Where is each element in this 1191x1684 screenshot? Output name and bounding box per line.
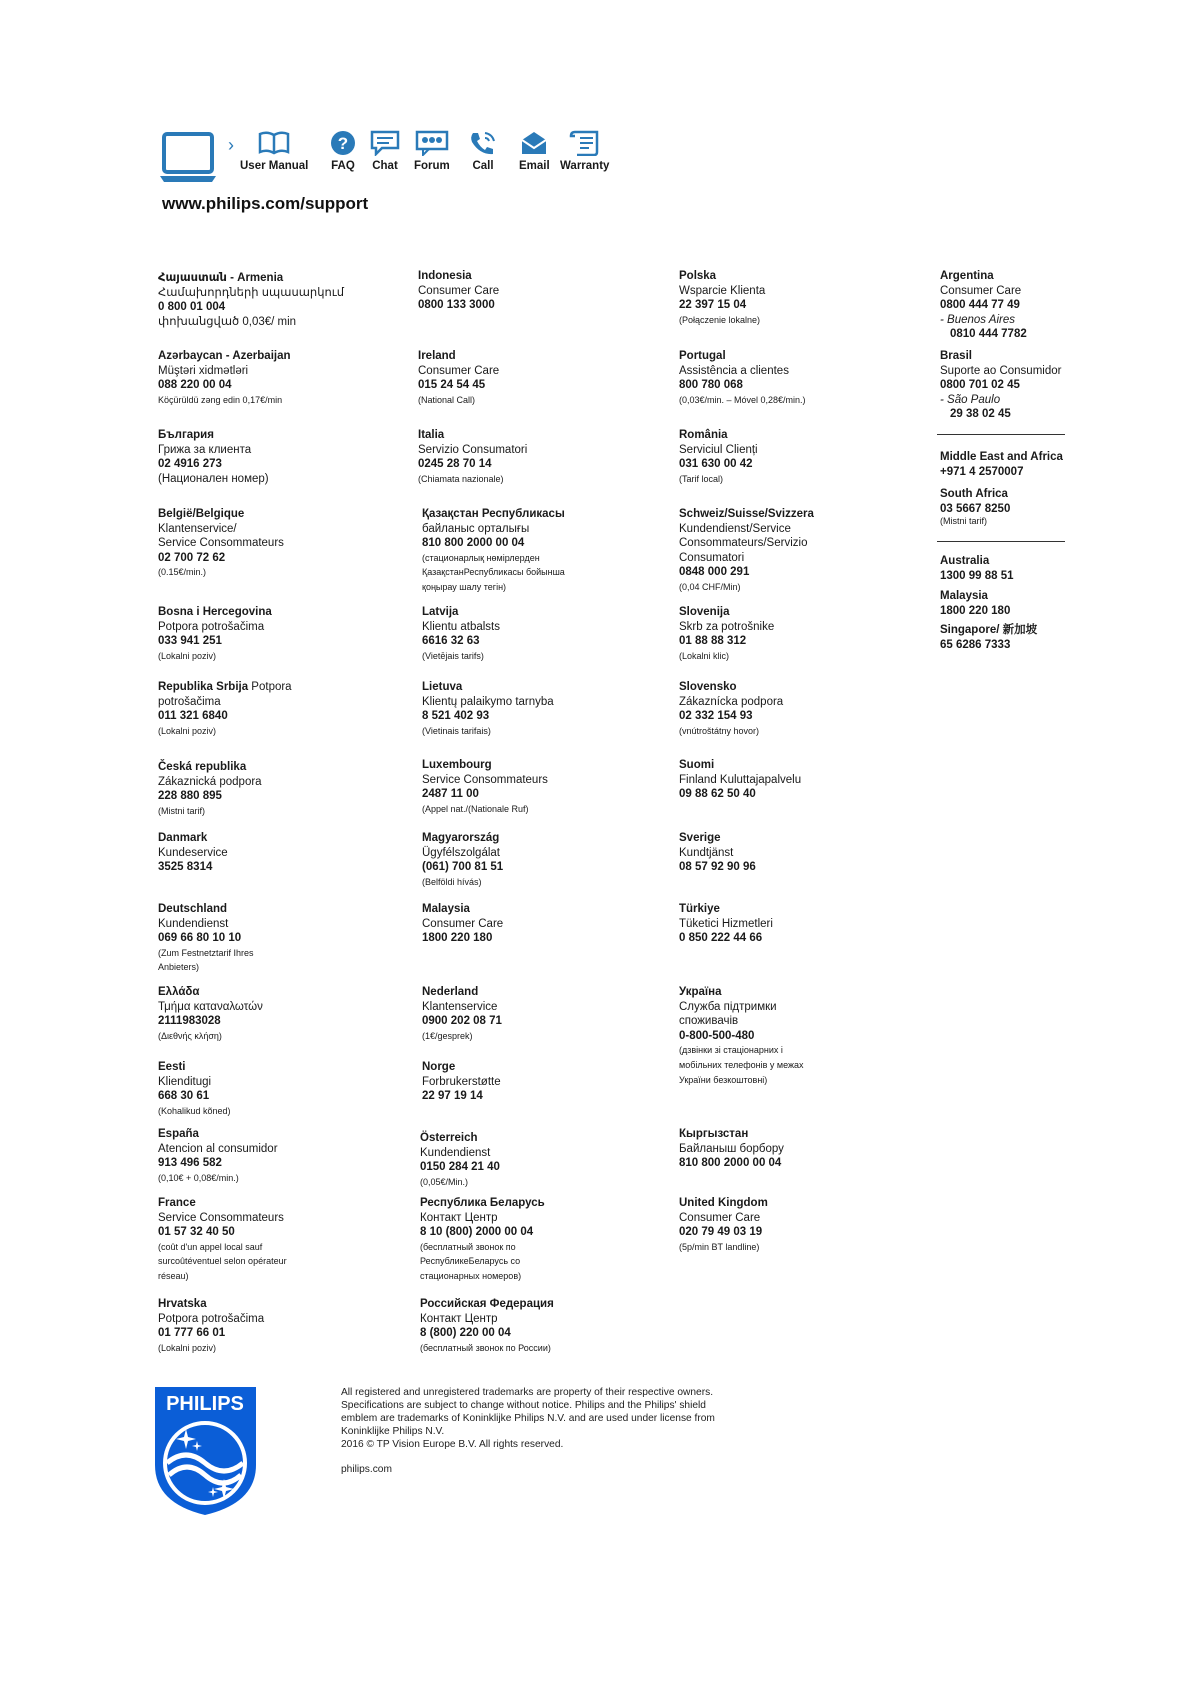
service-name: Consumer Care bbox=[679, 1211, 761, 1224]
entry-france bbox=[158, 1196, 287, 1284]
phone-number: 01 57 32 40 50 bbox=[158, 1226, 235, 1239]
phone-number: 0 800 01 004 bbox=[158, 301, 226, 314]
rate-note: (Połączenie lokalne) bbox=[679, 314, 761, 325]
rate-note: (Chiamata nazionale) bbox=[418, 473, 504, 484]
chevron-right-icon: › bbox=[228, 135, 234, 155]
service-name: Consumer Care bbox=[940, 284, 1022, 297]
rate-note: Köçürüldü zəng edin 0,17€/min bbox=[158, 394, 283, 405]
phone-number: +971 4 2570007 bbox=[940, 465, 1024, 478]
service-name: Tüketici Hizmetleri bbox=[679, 917, 773, 930]
entry-belgium bbox=[158, 507, 284, 580]
service-name: Müştəri xidmətləri bbox=[158, 364, 249, 377]
rate-note-2: surcoûtéventuel selon opérateur bbox=[158, 1256, 287, 1267]
city-phone-number: 29 38 02 45 bbox=[950, 408, 1011, 421]
service-name: Finland Kuluttajapalvelu bbox=[679, 773, 802, 786]
phone-number: (061) 700 81 51 bbox=[422, 861, 504, 874]
rate-note: (coût d'un appel local sauf bbox=[158, 1241, 263, 1252]
country-name: Malaysia bbox=[940, 590, 988, 602]
entry-czech bbox=[158, 760, 262, 818]
service-name: Potpora potrošačima bbox=[158, 1312, 265, 1325]
phone-number: 22 97 19 14 bbox=[422, 1090, 483, 1103]
rate-note: (дзвінки зі стаціонарних і bbox=[679, 1045, 783, 1056]
user-manual-label: User Manual bbox=[240, 160, 309, 172]
rate-note: (Belföldi hívás) bbox=[422, 876, 482, 887]
country-name: Hrvatska bbox=[158, 1298, 207, 1310]
rate-note: (5p/min BT landline) bbox=[679, 1241, 760, 1252]
city-name: - Buenos Aires bbox=[940, 313, 1015, 326]
rate-note-3: України безкоштовні) bbox=[679, 1074, 768, 1085]
rate-note: (стационарлық нөмірлерден bbox=[422, 552, 540, 563]
phone-number: 1800 220 180 bbox=[940, 604, 1011, 617]
service-name: Klantenservice bbox=[422, 1000, 498, 1013]
entry-hungary bbox=[422, 831, 503, 889]
country-name: Magyarország bbox=[422, 832, 500, 844]
service-name: Ügyfélszolgálat bbox=[422, 846, 500, 859]
warranty-scroll-icon bbox=[569, 130, 601, 156]
country-name: Қазақстан Республикасы bbox=[422, 508, 565, 520]
entry-croatia bbox=[158, 1297, 264, 1355]
phone-number: 08 57 92 90 96 bbox=[679, 861, 756, 874]
country-name: Danmark bbox=[158, 832, 208, 844]
rate-note: (Zum Festnetztarif Ihres bbox=[158, 947, 254, 958]
country-name: Middle East and Africa bbox=[940, 451, 1063, 463]
rate-note: (0.15€/min.) bbox=[158, 567, 207, 578]
country-name: Suomi bbox=[679, 759, 715, 771]
entry-ukraine bbox=[679, 985, 804, 1087]
entry-middle-east-africa bbox=[940, 450, 1063, 479]
entry-belarus bbox=[420, 1196, 545, 1284]
country-name: Brasil bbox=[940, 350, 972, 362]
service-name: Potpora potrošačima bbox=[158, 620, 265, 633]
country-name: Australia bbox=[940, 555, 990, 567]
entry-germany bbox=[158, 902, 254, 975]
entry-greece bbox=[158, 985, 263, 1043]
entry-azerbaijan bbox=[158, 349, 291, 407]
service-name: Klienditugi bbox=[158, 1075, 212, 1088]
country-name: Polska bbox=[679, 270, 717, 282]
entry-netherlands bbox=[422, 985, 502, 1043]
country-name: Deutschland bbox=[158, 903, 228, 915]
rate-note-3: réseau) bbox=[158, 1270, 189, 1281]
service-name-2: споживачів bbox=[679, 1015, 739, 1028]
entry-latvia bbox=[422, 605, 500, 663]
rate-note: (Национален номер) bbox=[158, 472, 269, 485]
country-name: Հայաստան - Armenia bbox=[158, 272, 284, 284]
rate-note-3: қоңырау шалу тегін) bbox=[422, 581, 507, 592]
service-name: Kundendienst bbox=[420, 1146, 491, 1159]
phone-number: 03 5667 8250 bbox=[940, 502, 1011, 515]
phone-number: 0150 284 21 40 bbox=[420, 1161, 500, 1174]
rate-note-2: мобільних телефонів у межах bbox=[679, 1059, 804, 1070]
service-name: Consumer Care bbox=[418, 364, 500, 377]
legal-line: emblem are trademarks of Koninklijke Philips N.V. and are used under license from bbox=[341, 1413, 715, 1424]
entry-switzerland bbox=[679, 507, 814, 595]
phone-number: 3525 8314 bbox=[158, 861, 213, 874]
country-name: Bosna i Hercegovina bbox=[158, 606, 272, 618]
phone-number: 011 321 6840 bbox=[158, 710, 228, 723]
country-name: Кыргызстан bbox=[679, 1128, 749, 1140]
country-name: Ireland bbox=[418, 350, 456, 362]
entry-south-africa bbox=[940, 487, 1010, 526]
legal-line: Koninklijke Philips N.V. bbox=[341, 1426, 445, 1437]
entry-indonesia bbox=[418, 269, 499, 313]
phone-number: 01 88 88 312 bbox=[679, 635, 747, 648]
phone-number: 09 88 62 50 40 bbox=[679, 788, 756, 801]
entry-denmark bbox=[158, 831, 228, 875]
service-name: Kundeservice bbox=[158, 846, 228, 859]
phone-number: 6616 32 63 bbox=[422, 635, 480, 648]
service-name: Consumer Care bbox=[422, 917, 504, 930]
phone-number: 0-800-500-480 bbox=[679, 1029, 755, 1042]
rate-note-2: ҚазақстанРеспубликасы бойынша bbox=[422, 567, 565, 578]
phone-number: 913 496 582 bbox=[158, 1157, 222, 1170]
divider bbox=[937, 541, 1065, 542]
entry-kyrgyzstan bbox=[679, 1127, 784, 1171]
phone-number: 810 800 2000 00 04 bbox=[679, 1157, 782, 1170]
entry-argentina bbox=[940, 269, 1027, 342]
entry-finland bbox=[679, 758, 801, 802]
service-name: Servizio Consumatori bbox=[418, 443, 528, 456]
entry-russia bbox=[420, 1297, 554, 1355]
country-name: Italia bbox=[418, 429, 445, 441]
entry-italy bbox=[418, 428, 527, 486]
country-name: Türkiye bbox=[679, 903, 720, 915]
entry-malaysia-2 bbox=[422, 902, 503, 946]
rate-note-2: РеспубликеБеларусь со bbox=[420, 1256, 521, 1267]
country-name: Azərbaycan - Azerbaijan bbox=[158, 350, 291, 362]
service-name-2: Consommateurs/Servizio bbox=[679, 537, 808, 550]
country-name: Российская Федерация bbox=[420, 1298, 554, 1310]
service-name: Service Consommateurs bbox=[422, 773, 548, 786]
country-name: Schweiz/Suisse/Svizzera bbox=[679, 508, 814, 520]
entry-estonia bbox=[158, 1060, 231, 1118]
legal-notice bbox=[341, 1386, 761, 1476]
country-name: Sverige bbox=[679, 832, 721, 844]
entry-singapore bbox=[940, 623, 1037, 652]
country-name: Argentina bbox=[940, 270, 994, 282]
rate-note: (1€/gesprek) bbox=[422, 1030, 473, 1041]
call-label: Call bbox=[472, 160, 494, 172]
entry-turkey bbox=[679, 902, 773, 946]
rate-note: (Διεθνής κλήση) bbox=[158, 1030, 222, 1041]
phone-number: 0800 444 77 49 bbox=[940, 299, 1020, 312]
rate-note: (Vietējais tarifs) bbox=[422, 650, 484, 661]
rate-note: (Lokalni poziv) bbox=[158, 650, 217, 661]
phone-number: 015 24 54 45 bbox=[418, 379, 486, 392]
service-name: Контакт Центр bbox=[420, 1312, 498, 1325]
phone-number: 0245 28 70 14 bbox=[418, 458, 492, 471]
country-name: Slovenija bbox=[679, 606, 730, 618]
legal-line: Specifications are subject to change without notice. Philips and the Philips' shield bbox=[341, 1400, 706, 1411]
chat-label: Chat bbox=[372, 160, 398, 172]
service-name: байланыс орталығы bbox=[422, 522, 530, 535]
rate-note: (Tarif local) bbox=[679, 473, 724, 484]
country-name: Malaysia bbox=[422, 903, 470, 915]
rate-note-3: стационарных номеров) bbox=[420, 1270, 522, 1281]
service-name: Kundendienst/Service bbox=[679, 522, 791, 535]
service-name: Klientų palaikymo tarnyba bbox=[422, 695, 554, 708]
entry-sweden bbox=[679, 831, 756, 875]
entry-bosnia bbox=[158, 605, 272, 663]
country-name: Indonesia bbox=[418, 270, 472, 282]
country-name: Latvija bbox=[422, 606, 459, 618]
entry-lithuania bbox=[422, 680, 554, 738]
warranty-label: Warranty bbox=[560, 160, 610, 172]
rate-note: (Lokalni poziv) bbox=[158, 725, 217, 736]
rate-note: (Mistni tarif) bbox=[940, 516, 987, 527]
phone-number: 0 850 222 44 66 bbox=[679, 932, 763, 945]
service-name: Klientu atbalsts bbox=[422, 620, 500, 633]
phone-number: 01 777 66 01 bbox=[158, 1327, 226, 1340]
phone-number: 0900 202 08 71 bbox=[422, 1015, 502, 1028]
divider bbox=[937, 434, 1065, 435]
service-name: Service Consommateurs bbox=[158, 1211, 284, 1224]
service-name: Контакт Центр bbox=[420, 1211, 498, 1224]
country-name: Україна bbox=[679, 986, 722, 998]
country-name: Norge bbox=[422, 1061, 456, 1073]
call-link[interactable] bbox=[468, 130, 498, 172]
country-name: Singapore/ 新加坡 bbox=[940, 624, 1038, 636]
support-url[interactable]: www.philips.com/support bbox=[162, 194, 369, 213]
rate-note: (Lokalni klic) bbox=[679, 650, 730, 661]
rate-note: (vnútroštátny hovor) bbox=[679, 725, 760, 736]
country-name: United Kingdom bbox=[679, 1197, 768, 1209]
entry-uk bbox=[679, 1196, 768, 1254]
phone-number: 02 700 72 62 bbox=[158, 551, 226, 564]
email-link[interactable] bbox=[519, 130, 550, 172]
warranty-link[interactable] bbox=[560, 130, 609, 172]
entry-serbia bbox=[158, 680, 292, 738]
entry-australia bbox=[940, 554, 1014, 583]
copyright-line: 2016 © TP Vision Europe B.V. All rights reserved. bbox=[341, 1439, 564, 1450]
service-name: Kundendienst bbox=[158, 917, 229, 930]
phone-number: 8 (800) 220 00 04 bbox=[420, 1327, 511, 1340]
service-name: Τμήμα καταναλωτών bbox=[158, 1000, 263, 1013]
service-name: Байланыш борбору bbox=[679, 1142, 784, 1155]
book-icon bbox=[257, 130, 291, 156]
rate-note: (Kohalikud kõned) bbox=[158, 1105, 231, 1116]
entry-slovenia bbox=[679, 605, 774, 663]
phone-number: 020 79 49 03 19 bbox=[679, 1226, 763, 1239]
entry-austria bbox=[420, 1131, 500, 1189]
email-label: Email bbox=[519, 160, 550, 172]
phone-icon bbox=[468, 130, 498, 156]
phone-number: 810 800 2000 00 04 bbox=[422, 537, 525, 550]
phone-number: 800 780 068 bbox=[679, 379, 743, 392]
country-name: France bbox=[158, 1197, 196, 1209]
entry-kazakhstan bbox=[422, 507, 565, 595]
rate-note: փոխանցված 0,03€/ min bbox=[158, 315, 297, 328]
phone-number: 031 630 00 42 bbox=[679, 458, 753, 471]
rate-note: (Vietinais tarifais) bbox=[422, 725, 491, 736]
phone-number: 8 521 402 93 bbox=[422, 710, 490, 723]
entry-romania bbox=[679, 428, 758, 486]
service-name-3: Consumatori bbox=[679, 551, 745, 564]
entry-bulgaria bbox=[158, 428, 269, 486]
service-name: Atencion al consumidor bbox=[158, 1142, 278, 1155]
entry-norway bbox=[422, 1060, 501, 1104]
service-name-2: Service Consommateurs bbox=[158, 537, 284, 550]
user-manual-link[interactable] bbox=[240, 130, 308, 172]
chat-bubble-icon bbox=[370, 130, 400, 156]
country-name: Republika Srbija bbox=[158, 681, 249, 693]
rate-note: (0,05€/Min.) bbox=[420, 1176, 469, 1187]
service-name: Klantenservice/ bbox=[158, 522, 237, 535]
country-name: Portugal bbox=[679, 350, 726, 362]
entry-ireland bbox=[418, 349, 499, 407]
question-icon bbox=[330, 130, 356, 156]
rate-note: (National Call) bbox=[418, 394, 476, 405]
country-name: Česká republika bbox=[158, 761, 247, 773]
phone-number: 0800 133 3000 bbox=[418, 299, 495, 312]
phone-number: 228 880 895 bbox=[158, 790, 222, 803]
country-name: Республика Беларусь bbox=[420, 1197, 545, 1209]
entry-malaysia bbox=[940, 589, 1010, 618]
rate-note: (Lokalni poziv) bbox=[158, 1342, 217, 1353]
country-name: România bbox=[679, 429, 728, 441]
country-name: Lietuva bbox=[422, 681, 463, 693]
service-name-prefix: Potpora bbox=[248, 681, 292, 693]
phone-number: 22 397 15 04 bbox=[679, 299, 747, 312]
service-name: Serviciul Clienți bbox=[679, 443, 758, 456]
phone-number: 0800 701 02 45 bbox=[940, 379, 1020, 392]
phone-number: 1300 99 88 51 bbox=[940, 569, 1014, 582]
envelope-icon bbox=[520, 130, 548, 156]
country-name: España bbox=[158, 1128, 199, 1140]
phone-number: 033 941 251 bbox=[158, 635, 222, 648]
service-name: Служба підтримки bbox=[679, 1000, 777, 1013]
entry-armenia bbox=[158, 271, 344, 329]
rate-note: (Mistni tarif) bbox=[158, 805, 205, 816]
rate-note: (бесплатный звонок по России) bbox=[420, 1342, 551, 1353]
faq-label: FAQ bbox=[331, 160, 355, 172]
phone-number: 069 66 80 10 10 bbox=[158, 932, 242, 945]
forum-label: Forum bbox=[414, 160, 450, 172]
phone-number: 0848 000 291 bbox=[679, 566, 750, 579]
phone-number: 02 332 154 93 bbox=[679, 710, 753, 723]
logo-wordmark: PHILIPS bbox=[166, 1393, 244, 1415]
service-name: Forbrukerstøtte bbox=[422, 1075, 501, 1088]
service-name: Zákaznická podpora bbox=[158, 775, 262, 788]
legal-line: All registered and unregistered trademarks are property of their respective owners. bbox=[341, 1387, 714, 1398]
rate-note: (0,04 CHF/Min) bbox=[679, 581, 741, 592]
service-name: Zákaznícka podpora bbox=[679, 695, 784, 708]
faq-link[interactable] bbox=[330, 130, 356, 172]
phone-number: 2111983028 bbox=[158, 1015, 221, 1028]
service-name: Assistência a clientes bbox=[679, 364, 789, 377]
service-name: Համախորդների սպասարկում bbox=[158, 286, 345, 299]
rate-note: (0,10€ + 0,08€/min.) bbox=[158, 1172, 239, 1183]
rate-note: (0,03€/min. – Móvel 0,28€/min.) bbox=[679, 394, 806, 405]
entry-luxembourg bbox=[422, 758, 548, 816]
country-name: Nederland bbox=[422, 986, 479, 998]
phone-number: 088 220 00 04 bbox=[158, 379, 232, 392]
philips-web-link[interactable]: philips.com bbox=[341, 1464, 392, 1475]
service-name: Consumer Care bbox=[418, 284, 500, 297]
rate-note: (бесплатный звонок по bbox=[420, 1241, 516, 1252]
phone-number: 02 4916 273 bbox=[158, 458, 222, 471]
rate-note-2: Anbieters) bbox=[158, 962, 200, 973]
country-name: Ελλάδα bbox=[158, 986, 200, 998]
phone-number: 2487 11 00 bbox=[422, 788, 479, 801]
service-name: Kundtjänst bbox=[679, 846, 734, 859]
entry-slovakia bbox=[679, 680, 783, 738]
country-name: Eesti bbox=[158, 1061, 186, 1073]
service-name: Wsparcie Klienta bbox=[679, 284, 766, 297]
service-name: potrošačima bbox=[158, 695, 221, 708]
forum-icon bbox=[415, 130, 449, 156]
rate-note: (Appel nat./(Nationale Ruf) bbox=[422, 803, 529, 814]
country-name: South Africa bbox=[940, 488, 1008, 500]
entry-brasil bbox=[940, 349, 1061, 422]
phone-number: 1800 220 180 bbox=[422, 932, 493, 945]
forum-link[interactable] bbox=[414, 130, 450, 172]
phone-number: 668 30 61 bbox=[158, 1090, 210, 1103]
phone-number: 8 10 (800) 2000 00 04 bbox=[420, 1226, 534, 1239]
entry-spain bbox=[158, 1127, 278, 1185]
country-name: België/Belgique bbox=[158, 508, 245, 520]
service-name: Грижа за клиента bbox=[158, 443, 252, 456]
service-name: Suporte ao Consumidor bbox=[940, 364, 1062, 377]
philips-shield-logo bbox=[153, 1385, 258, 1517]
entry-portugal bbox=[679, 349, 806, 407]
laptop-icon bbox=[160, 132, 226, 184]
city-name: - São Paulo bbox=[940, 393, 1001, 406]
svg-text:?: ? bbox=[337, 134, 349, 153]
city-phone-number: 0810 444 7782 bbox=[950, 328, 1027, 341]
country-name: България bbox=[158, 429, 214, 441]
phone-number: 65 6286 7333 bbox=[940, 638, 1011, 651]
country-name: Österreich bbox=[420, 1132, 478, 1144]
service-name: Skrb za potrošnike bbox=[679, 620, 775, 633]
entry-poland bbox=[679, 269, 765, 327]
chat-link[interactable] bbox=[370, 130, 400, 172]
country-name: Slovensko bbox=[679, 681, 737, 693]
country-name: Luxembourg bbox=[422, 759, 492, 771]
